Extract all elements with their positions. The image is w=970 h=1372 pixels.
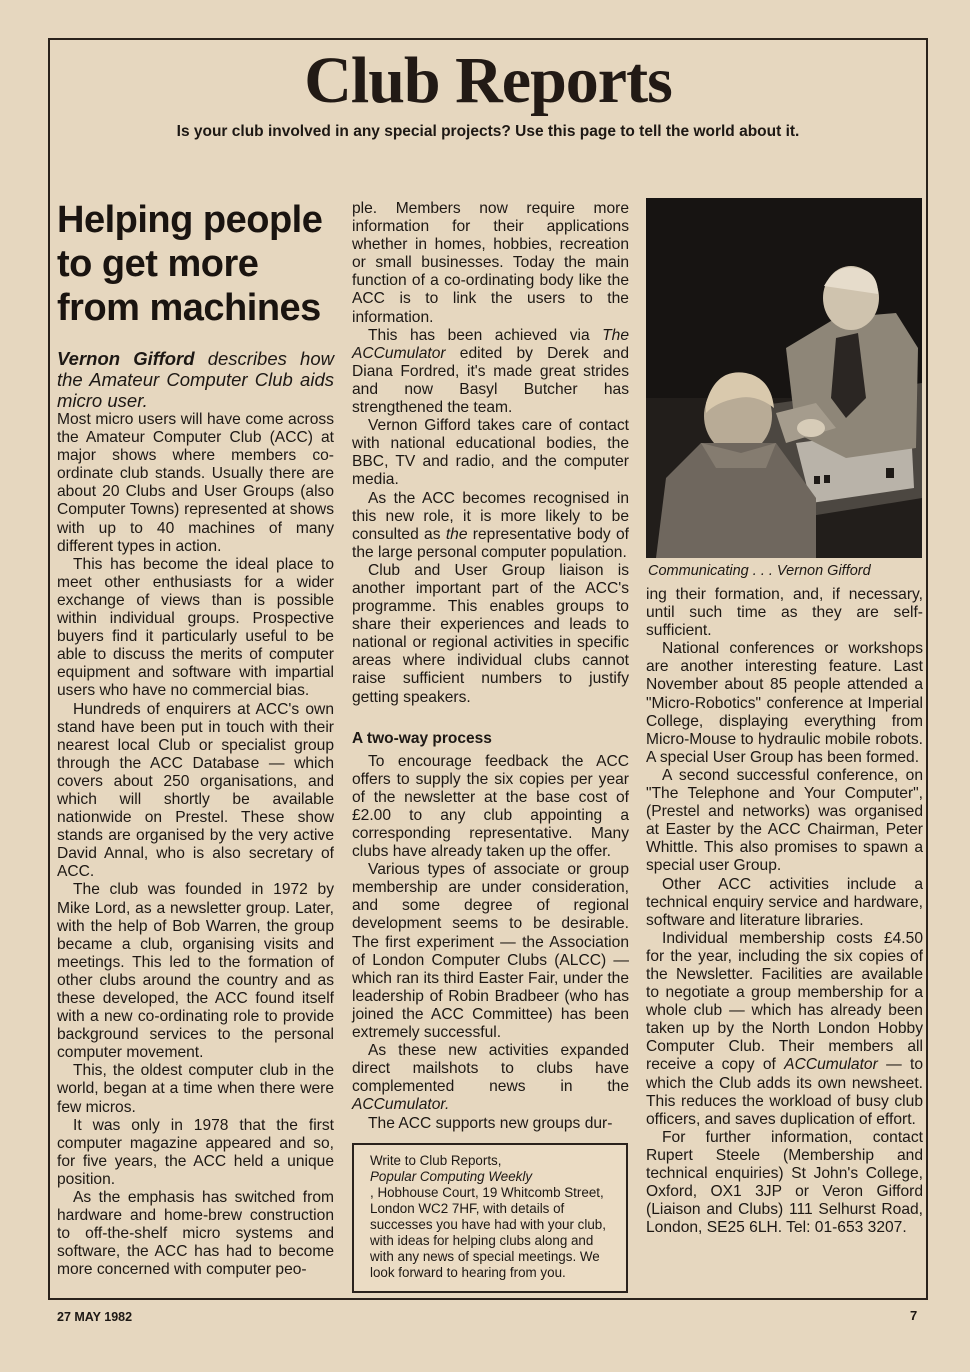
article-column-3 — [646, 198, 923, 1237]
contribution-notice-box — [352, 1143, 628, 1293]
body-paragraph: As the ACC becomes recognised in this new role, it is more likely to be consulted as the representative body of the large personal computer population. — [352, 489, 630, 561]
section-title: Club Reports — [304, 44, 672, 117]
body-paragraph: National conferences or workshops are another interesting feature. Last November about 85 people attended a "Micro-Robotics" conference at Imperial College, displaying everything from Micro-Mouse to hydraulic mobile robots. A special User Group has been formed. — [646, 640, 923, 766]
photo-image — [646, 198, 922, 558]
body-paragraph: For further information, contact Rupert Steele (Membership and technical enquiries) St John's College, Oxford, OX1 3JP or Veron Gifford (Liaison and Clubs) 111 Selhurst Road, London, SE25 6LH. Tel: 01-653 3207. — [646, 1128, 923, 1237]
body-paragraph: Individual membership costs £4.50 for the year, including the six copies of the Newsletter. Facilities are available to negotiate a group membership for a whole club — which has already been taken up by the North London Hobby Computer Club. Their members all receive a copy of ACCumulator — to which the Club adds its own newsheet. This reduces the workload of busy club officers, and saves duplication of effort. — [646, 929, 924, 1128]
notice-text: Write to Club Reports, Popular Computing Weekly , Hobhouse Court, 19 Whitcomb Street, London WC2 7HF, with details of successes you have had with your club, with ideas for helping clubs along and with any news of special meetings. We look forward to hearing from you. — [370, 1153, 606, 1280]
body-paragraph: Most micro users will have come across the Amateur Computer Club (ACC) at major shows where members co-ordinate club stands. Usually there are about 20 Clubs and User Groups (also Computer Towns) represented at shows with up to 40 machines of many different types in action. — [57, 411, 334, 555]
issue-date: 27 MAY 1982 — [57, 1310, 133, 1324]
headline-line: from machines — [57, 287, 321, 329]
photo-caption: Communicating . . . Vernon Gifford — [648, 563, 871, 579]
body-paragraph: To encourage feedback the ACC offers to supply the six copies per year of the newsletter at the base cost of £2.00 to any club appointing a corresponding representative. Many clubs have already taken up the offer. — [352, 752, 629, 861]
body-paragraph: The club was founded in 1972 by Mike Lord, as a newsletter group. Later, with the help of Bob Warren, the group became a club, organising visits and meetings. This led to the formation of other clubs around the country and as these developed, the ACC found itself with a new co-ordinating role to provide background services to the personal computer movement. — [57, 881, 334, 1062]
subheading: A two-way process — [352, 729, 492, 747]
body-paragraph: As the emphasis has switched from hardware and home-brew construction to off-the-shelf micro systems and software, the ACC has had to become more concerned with computer peo- — [57, 1189, 334, 1279]
photo-figure — [646, 198, 923, 580]
body-paragraph: The ACC supports new groups dur- — [368, 1114, 613, 1132]
body-paragraph: A second successful conference, on "The Telephone and Your Computer", (Prestel and networks) was organised at Easter by the ACC Chairman, Peter Whittle. This also promises to spawn a special user Group. — [646, 766, 923, 875]
headline-line: to get more — [57, 243, 259, 285]
page-number: 7 — [910, 1308, 918, 1323]
article-headline — [57, 198, 334, 330]
body-paragraph: This, the oldest computer club in the world, began at a time when there were few micros. — [57, 1062, 334, 1116]
body-paragraph: Club and User Group liaison is another important part of the ACC's programme. This enables groups to share their experiences and leads to national or regional activities in specific areas where individual clubs cannot raise sufficient numbers to justify getting speakers. — [352, 561, 629, 706]
body-paragraph: ing their formation, and, if necessary, until such time as they are self-sufficient. — [646, 586, 923, 640]
body-paragraph: It was only in 1978 that the first computer magazine appeared and so, for five years, the ACC held a unique position. — [57, 1116, 334, 1188]
article-column-1 — [57, 198, 334, 1280]
author-name: Vernon Gifford — [57, 348, 195, 369]
body-paragraph: Other ACC activities include a technical enquiry service and hardware, software and literature libraries. — [646, 875, 923, 929]
body-paragraph: Vernon Gifford takes care of contact with national educational bodies, the BBC, TV and radio, and the computer media. — [352, 417, 629, 489]
standfirst-text: describes how the Amateur Computer Club aids micro user. — [57, 348, 334, 411]
photo-vernon-gifford — [646, 198, 922, 558]
body-paragraph: Hundreds of enquirers at ACC's own stand have been put in touch with their nearest local Club or specialist group through the ACC Database — which covers about 250 organisations, and which will shortly be available nationwide on Prestel. These show stands are organised by the very active David Annal, who is also secretary of ACC. — [57, 700, 334, 881]
headline-line: Helping people — [57, 199, 323, 241]
masthead — [50, 40, 926, 142]
standfirst — [57, 348, 334, 411]
section-tagline: Is your club involved in any special projects? Use this page to tell the world about it. — [176, 123, 800, 140]
body-paragraph: Various types of associate or group membership are under consideration, and some degree of regional development seems to be desirable. The first experiment — the Association of London Computer Clubs (ALCC) — which ran its third Easter Fair, under the leadership of Robin Bradbeer (who has joined the ACC Committee) has been extremely successful. — [352, 861, 629, 1042]
body-paragraph: ple. Members now require more information for their applications whether in homes, hobbies, recreation or small businesses. Today the main function of a co-ordinating body like the ACC is to link the users to the information. — [352, 200, 629, 326]
body-paragraph: This has become the ideal place to meet other enthusiasts for a wider exchange of views than is possible within individual groups. Prospective buyers find it particularly useful to be able to discuss the merits of computer equipment and software with impartial users who have no commercial bias. — [57, 555, 334, 700]
body-paragraph: As these new activities expanded direct mailshots to clubs have complemented news in the ACCumulator. — [352, 1042, 629, 1114]
article-column-2 — [352, 200, 629, 1133]
body-paragraph: This has been achieved via The ACCumulator edited by Derek and Diana Fordred, it's made great strides and now Basyl Butcher has strengthened the team. — [352, 326, 629, 417]
